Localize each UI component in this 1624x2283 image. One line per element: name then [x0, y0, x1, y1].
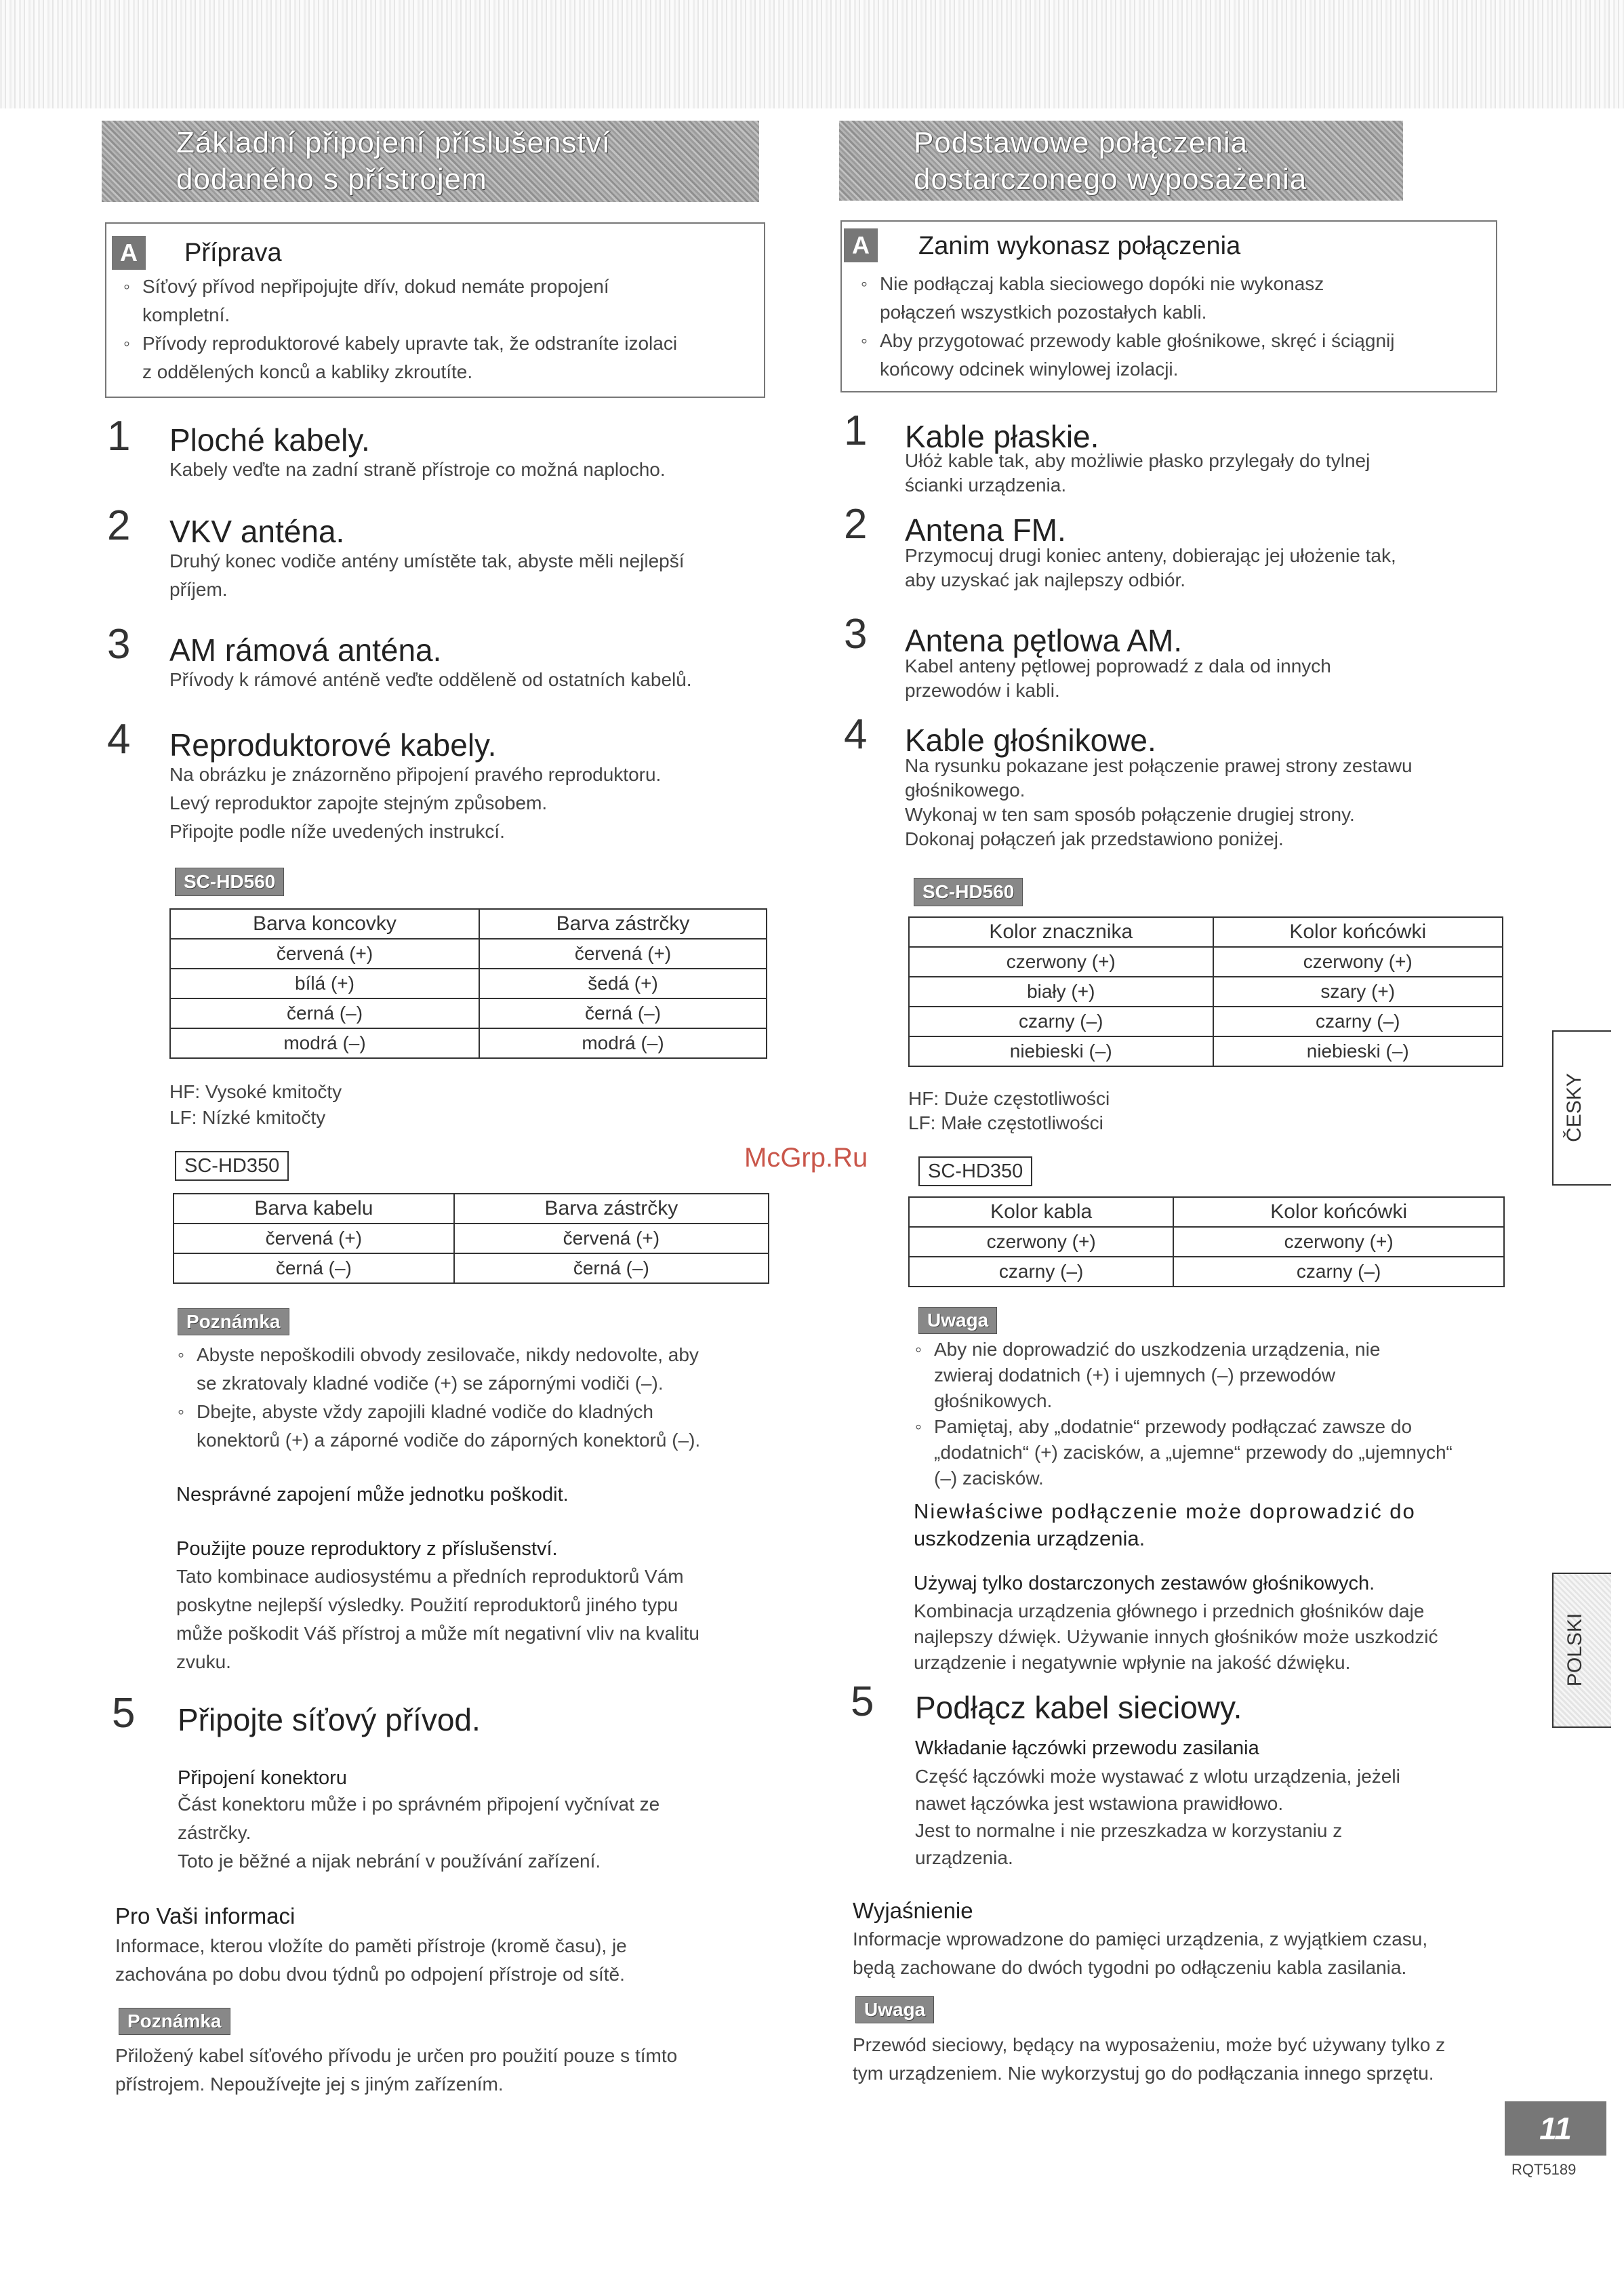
table-cell: červená (+): [170, 939, 479, 969]
pl-step4-text: [905, 754, 1501, 851]
pl-note-b2-l3: (–) zacisków.: [934, 1468, 1044, 1489]
cz-model2-label: SC-HD350: [175, 1151, 289, 1181]
cz-prep-bullet: ◦ Síťový přívod nepřipojujte dřív, dokud nemáte propojení kompletní. ◦ Přívody reproduktorové kabely upravte tak, že odstraníte izolaci z oddělených konců a kabliky zkroutíte.: [123, 272, 754, 386]
table-cell: modrá (–): [479, 1028, 767, 1058]
pl-step2-number: 2: [844, 501, 868, 548]
pl-step3-line2: przewodów i kabli.: [905, 680, 1060, 701]
cz-t2-header-1: Barva kabelu: [174, 1194, 454, 1224]
cz-prep-badge: A: [112, 236, 146, 270]
cz-note-bullets: ◦ Abyste nepoškodili obvody zesilovače, nikdy nedovolte, aby se zkratovaly kladné vodiče (+) se zápornými vodiči (–). ◦ Dbejte, abyste vždy zapojili kladné vodiče do kladných konektorů (+) a záporné vodiče do záporných konektorů (–).: [178, 1341, 774, 1455]
pl-prep-b1-l1: Nie podłączaj kabla sieciowego dopóki nie wykonasz: [880, 273, 1324, 294]
pl-step2-text: [905, 544, 1501, 592]
table-cell: biały (+): [909, 977, 1213, 1007]
cz-info-line2: zachována po dobu dvou týdnů po odpojení přístroje od sítě.: [115, 1964, 625, 1985]
pl-info-text: [853, 1925, 1514, 1982]
tab-polski[interactable]: [1552, 1573, 1611, 1728]
pl-use-text: [914, 1598, 1510, 1676]
table-row: [909, 1036, 1503, 1066]
table-cell: szary (+): [1213, 977, 1503, 1007]
pl-note-b1-l2: zwieraj dodatnich (+) i ujemnych (–) przewodów: [934, 1365, 1336, 1386]
table-row: [170, 1028, 767, 1058]
pl-info-title: Wyjaśnienie: [853, 1898, 973, 1923]
pl-freq-lf: LF: Małe częstotliwości: [908, 1112, 1103, 1133]
cz-info-title: Pro Vaši informaci: [115, 1903, 296, 1928]
table-cell: niebieski (–): [1213, 1036, 1503, 1066]
pl-prep-badge: A: [844, 228, 878, 262]
cz-note-label: Poznámka: [178, 1308, 289, 1335]
cz-step2-line2: příjem.: [169, 579, 228, 600]
pl-step1-text: [905, 449, 1501, 498]
pl-table-hd350: [908, 1196, 1505, 1287]
cz-warning: Nesprávné zapojení může jednotku poškodit.: [176, 1484, 569, 1506]
pl-t2-header-2: Kolor końcówki: [1173, 1197, 1504, 1227]
cz-t1-header-2: Barva zástrčky: [479, 909, 767, 939]
cz-info-line1: Informace, kterou vložíte do paměti přístroje (kromě času), je: [115, 1935, 627, 1956]
cz-freq-hf: HF: Vysoké kmitočty: [169, 1081, 342, 1102]
pl-header-line2: dostarczonego wyposażenia: [914, 163, 1307, 196]
pl-t2-header-1: Kolor kabla: [909, 1197, 1173, 1227]
cz-prep-b2-l2: z oddělených konců a kabliky zkroutíte.: [142, 361, 473, 382]
pl-conn-line2: nawet łączówka jest wstawiona prawidłowo.: [915, 1793, 1284, 1814]
cz-use-line1: Tato kombinace audiosystému a předních reproduktorů Vám: [176, 1566, 684, 1587]
pl-t1-header-2: Kolor końcówki: [1213, 917, 1503, 947]
cz-table-hd560: [169, 908, 767, 1059]
tab-cesky-label: ČESKY: [1562, 1073, 1585, 1142]
pl-section-header: [839, 121, 1403, 201]
cz-header-line1: Základní připojení příslušenství: [176, 126, 611, 159]
cz-step5-title: Připojte síťový přívod.: [178, 1702, 481, 1737]
pl-header-line1: Podstawowe połączenia: [914, 126, 1249, 159]
scan-texture-band: [0, 0, 1624, 108]
cz-use-line3: může poškodit Váš přístroj a může mít negativní vliv na kvalitu: [176, 1623, 699, 1644]
table-row: [909, 977, 1503, 1007]
table-cell: modrá (–): [170, 1028, 479, 1058]
pl-prep-title: Zanim wykonasz połączenia: [918, 232, 1241, 260]
cz-t1-header-1: Barva koncovky: [170, 909, 479, 939]
cz-conn-line2: zástrčky.: [178, 1822, 251, 1843]
pl-note2-line1: Przewód sieciowy, będący na wyposażeniu, może być używany tylko z: [853, 2034, 1446, 2055]
table-row: [909, 1257, 1504, 1287]
pl-use-title: Używaj tylko dostarczonych zestawów głośnikowych.: [914, 1573, 1375, 1594]
table-cell: czarny (–): [909, 1257, 1173, 1287]
cz-note-b1-l2: se zkratovaly kladné vodiče (+) se zápornými vodiči (–).: [197, 1373, 664, 1394]
pl-warning-line2: uszkodzenia urządzenia.: [914, 1527, 1145, 1550]
cz-conn-title: Připojení konektoru: [178, 1767, 347, 1789]
table-cell: czarny (–): [1213, 1007, 1503, 1036]
pl-step4-number: 4: [844, 711, 868, 758]
cz-step3-text: Přívody k rámové anténě veďte odděleně od ostatních kabelů.: [169, 669, 692, 690]
table-cell: czerwony (+): [909, 947, 1213, 977]
cz-note2-line2: přístrojem. Nepoužívejte jej s jiným zařízením.: [115, 2074, 504, 2095]
table-row: [170, 969, 767, 998]
cz-freq-lf: LF: Nízké kmitočty: [169, 1107, 326, 1128]
pl-t1-header-1: Kolor znacznika: [909, 917, 1213, 947]
cz-step1-number: 1: [107, 413, 131, 460]
table-cell: bílá (+): [170, 969, 479, 998]
pl-step3-text: [905, 654, 1501, 703]
pl-prep-b2-l2: końcowy odcinek winylowej izolacji.: [880, 359, 1179, 380]
cz-prep-b1-l2: kompletní.: [142, 304, 230, 325]
table-row: [909, 947, 1503, 977]
pl-step3-line1: Kabel anteny pętlowej poprowadź z dala od innych: [905, 655, 1331, 676]
pl-note-label: Uwaga: [918, 1307, 997, 1334]
pl-step5-title: Podłącz kabel sieciowy.: [915, 1690, 1242, 1725]
pl-note2-text: [853, 2031, 1514, 2088]
pl-note2-label: Uwaga: [855, 1996, 934, 2023]
pl-prep-b2-l1: Aby przygotować przewody kable głośnikowe, skręć i ściągnij: [880, 330, 1395, 351]
table-cell: černá (–): [170, 998, 479, 1028]
tab-polski-label: POLSKI: [1564, 1613, 1587, 1687]
table-cell: czerwony (+): [909, 1227, 1173, 1257]
table-cell: czarny (–): [909, 1007, 1213, 1036]
cz-info-text: [115, 1932, 776, 1989]
cz-section-header: [102, 121, 759, 202]
pl-prep-b1-l2: połączeń wszystkich pozostałych kabli.: [880, 302, 1207, 323]
cz-note2-line1: Přiložený kabel síťového přívodu je určen pro použití pouze s tímto: [115, 2045, 678, 2066]
pl-step3-title: Antena pętlowa AM.: [905, 623, 1183, 658]
pl-note-bullets: ◦ Aby nie doprowadzić do uszkodzenia urządzenia, nie zwieraj dodatnich (+) i ujemnych (–) przewodów głośnikowych. ◦ Pamiętaj, aby „dodatnie“ przewody podłączać zawsze do „dodatnich“ (+) zacisków, a „ujemne“ przewody do „ujemnych“ (–) zacisków.: [915, 1337, 1505, 1491]
cz-step4-number: 4: [107, 716, 131, 763]
pl-step1-title: Kable płaskie.: [905, 419, 1099, 454]
cz-step5-number: 5: [112, 1690, 136, 1737]
table-cell: černá (–): [174, 1253, 454, 1283]
cz-note2-text: [115, 2042, 776, 2099]
cz-step3-number: 3: [107, 621, 131, 668]
pl-step4-line1: Na rysunku pokazane jest połączenie prawej strony zestawu: [905, 755, 1413, 776]
pl-conn-line3: Jest to normalne i nie przeszkadza w korzystaniu z: [915, 1820, 1343, 1841]
cz-note-b2-l1: Dbejte, abyste vždy zapojili kladné vodiče do kladných: [197, 1401, 653, 1422]
pl-warning-line1: Niewłaściwe podłączenie może doprowadzić do: [914, 1499, 1416, 1523]
cz-step1-text: Kabely veďte na zadní straně přístroje co možná naplocho.: [169, 459, 666, 480]
pl-model2-label: SC-HD350: [918, 1156, 1032, 1186]
cz-use-text: [176, 1562, 773, 1676]
doc-code: RQT5189: [1511, 2161, 1577, 2178]
pl-prep-bullets: ◦ Nie podłączaj kabla sieciowego dopóki nie wykonasz połączeń wszystkich pozostałych kabli. ◦ Aby przygotować przewody kable głośnikowe, skręć i ściągnij końcowy odcinek winylowej izolacji.: [861, 270, 1491, 384]
watermark: McGrp.Ru: [744, 1143, 868, 1173]
pl-info-line2: będą zachowane do dwóch tygodni po odłączeniu kabla zasilania.: [853, 1957, 1407, 1978]
pl-step4-line2: głośnikowego.: [905, 780, 1026, 801]
page-number: 11: [1505, 2101, 1606, 2156]
cz-t2-header-2: Barva zástrčky: [454, 1194, 769, 1224]
table-cell: czerwony (+): [1213, 947, 1503, 977]
table-row: [174, 1253, 769, 1283]
table-cell: červená (+): [454, 1224, 769, 1253]
cz-step2-title: VKV anténa.: [169, 514, 345, 549]
pl-conn-title: Wkładanie łączówki przewodu zasilania: [915, 1737, 1259, 1759]
cz-use-line2: poskytne nejlepší výsledky. Použití reproduktorů jiného typu: [176, 1594, 678, 1615]
cz-step2-text: [169, 547, 685, 604]
cz-step2-line1: Druhý konec vodiče antény umístěte tak, abyste měli nejlepší: [169, 550, 685, 571]
cz-conn-line1: Část konektoru může i po správném připojení vyčnívat ze: [178, 1794, 660, 1815]
pl-use-line1: Kombinacja urządzenia głównego i przednich głośników daje: [914, 1600, 1425, 1621]
pl-note-b2-l1: Pamiętaj, aby „dodatnie“ przewody podłączać zawsze do: [934, 1416, 1413, 1437]
pl-conn-line4: urządzenia.: [915, 1847, 1013, 1868]
pl-note2-line2: tym urządzeniem. Nie wykorzystuj go do podłączania innego sprzętu.: [853, 2063, 1434, 2084]
cz-use-line4: zvuku.: [176, 1651, 231, 1672]
cz-conn-line3: Toto je běžné a nijak nebrání v používání zařízení.: [178, 1851, 601, 1872]
table-cell: niebieski (–): [909, 1036, 1213, 1066]
pl-model1-label: SC-HD560: [914, 878, 1023, 906]
pl-freq-hf: HF: Duże częstotliwości: [908, 1088, 1110, 1109]
cz-prep-b1-l1: Síťový přívod nepřipojujte dřív, dokud nemáte propojení: [142, 276, 609, 297]
pl-step4-line4: Dokonaj połączeń jak przedstawiono poniżej.: [905, 828, 1284, 849]
pl-conn-text: [915, 1763, 1511, 1872]
tab-cesky[interactable]: [1552, 1030, 1611, 1186]
cz-freq-legend: [169, 1078, 342, 1132]
pl-note-b1-l1: Aby nie doprowadzić do uszkodzenia urządzenia, nie: [934, 1339, 1381, 1360]
table-row: [170, 998, 767, 1028]
pl-step2-title: Antena FM.: [905, 512, 1066, 548]
table-row: [174, 1224, 769, 1253]
table-row: [170, 939, 767, 969]
pl-note-b2-l2: „dodatnich“ (+) zacisków, a „ujemne“ przewody do „ujemnych“: [934, 1442, 1453, 1463]
pl-info-line1: Informacje wprowadzone do pamięci urządzenia, z wyjątkiem czasu,: [853, 1928, 1428, 1949]
pl-conn-line1: Część łączówki może wystawać z wlotu urządzenia, jeżeli: [915, 1766, 1400, 1787]
cz-conn-text: [178, 1790, 774, 1876]
cz-step4-title: Reproduktorové kabely.: [169, 727, 497, 763]
cz-step4-text: [169, 761, 661, 846]
table-cell: černá (–): [479, 998, 767, 1028]
cz-step4-line3: Připojte podle níže uvedených instrukcí.: [169, 821, 505, 842]
pl-note-b1-l3: głośnikowych.: [934, 1390, 1053, 1411]
pl-step3-number: 3: [844, 611, 868, 658]
pl-step1-line1: Ułóż kable tak, aby możliwie płasko przylegały do tylnej: [905, 450, 1371, 471]
cz-model1-label: SC-HD560: [175, 868, 284, 896]
cz-use-title: Použijte pouze reproduktory z příslušenství.: [176, 1538, 558, 1560]
table-cell: červená (+): [479, 939, 767, 969]
table-row: [909, 1227, 1504, 1257]
cz-step4-line1: Na obrázku je znázorněno připojení pravého reproduktoru.: [169, 764, 662, 785]
pl-warning: [914, 1498, 1416, 1552]
table-row: [909, 1007, 1503, 1036]
table-cell: czarny (–): [1173, 1257, 1504, 1287]
cz-prep-b2-l1: Přívody reproduktorové kabely upravte tak, že odstraníte izolaci: [142, 333, 678, 354]
pl-freq-legend: [908, 1085, 1110, 1137]
pl-step1-line2: ścianki urządzenia.: [905, 474, 1067, 496]
cz-note-b1-l1: Abyste nepoškodili obvody zesilovače, nikdy nedovolte, aby: [197, 1344, 699, 1365]
pl-step2-line1: Przymocuj drugi koniec anteny, dobierając jej ułożenie tak,: [905, 545, 1396, 566]
cz-header-line2: dodaného s přístrojem: [176, 163, 487, 196]
cz-step3-title: AM rámová anténa.: [169, 632, 442, 668]
table-cell: šedá (+): [479, 969, 767, 998]
cz-table-hd350: [173, 1193, 769, 1284]
cz-step2-number: 2: [107, 502, 131, 549]
pl-table-hd560: [908, 916, 1503, 1067]
cz-note-b2-l2: konektorů (+) a záporné vodiče do záporných konektorů (–).: [197, 1430, 701, 1451]
pl-use-line3: urządzenie i negatywnie wpłynie na jakość dźwięku.: [914, 1652, 1351, 1673]
pl-step5-number: 5: [851, 1678, 874, 1725]
pl-step4-line3: Wykonaj w ten sam sposób połączenie drugiej strony.: [905, 804, 1355, 825]
table-cell: černá (–): [454, 1253, 769, 1283]
pl-step2-line2: aby uzyskać jak najlepszy odbiór.: [905, 569, 1185, 590]
cz-step4-line2: Levý reproduktor zapojte stejným způsobem.: [169, 792, 548, 813]
table-cell: červená (+): [174, 1224, 454, 1253]
cz-note2-label: Poznámka: [119, 2008, 230, 2035]
pl-use-line2: najlepszy dźwięk. Używanie innych głośników może uszkodzić: [914, 1626, 1438, 1647]
table-cell: czerwony (+): [1173, 1227, 1504, 1257]
cz-prep-title: Příprava: [184, 239, 282, 267]
cz-step1-title: Ploché kabely.: [169, 422, 370, 458]
pl-step4-title: Kable głośnikowe.: [905, 723, 1156, 758]
pl-step1-number: 1: [844, 407, 868, 454]
